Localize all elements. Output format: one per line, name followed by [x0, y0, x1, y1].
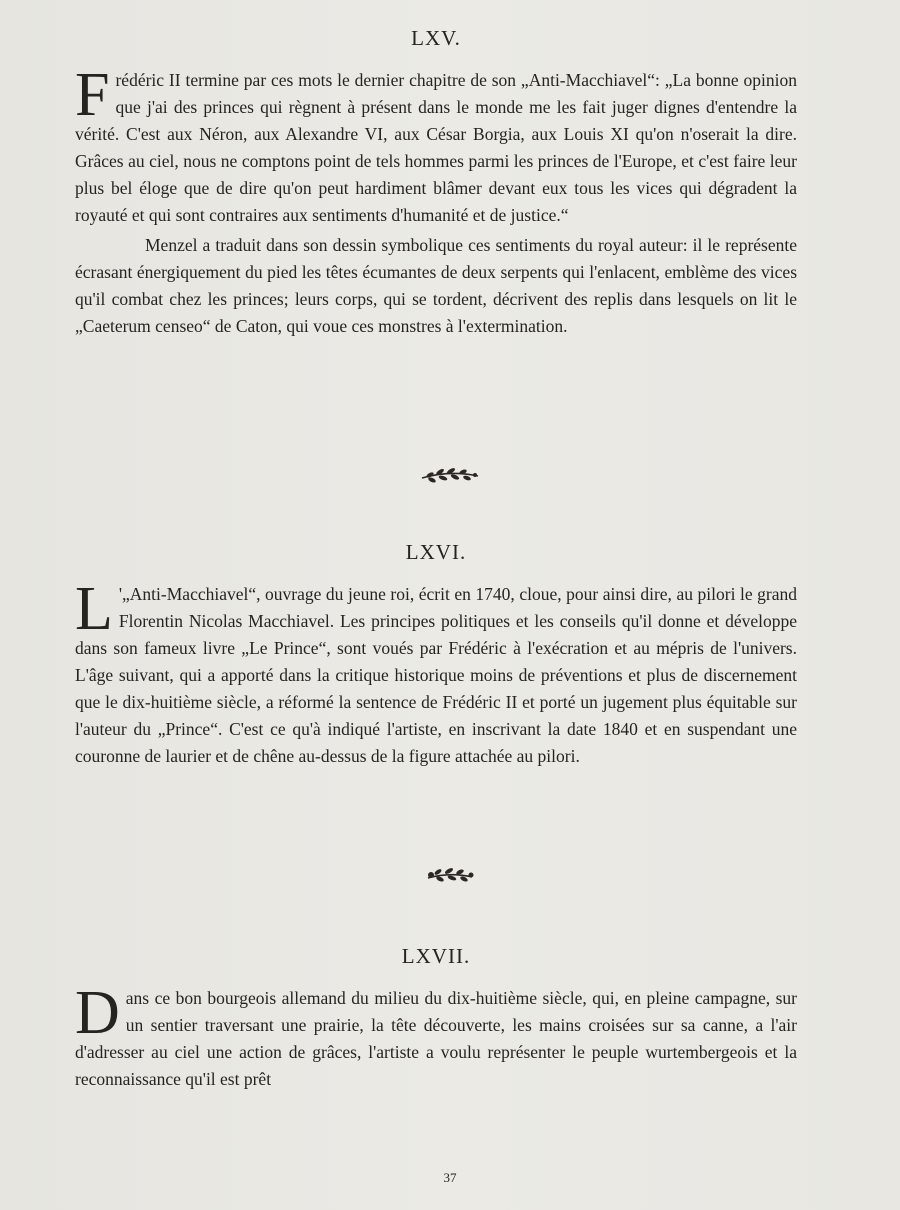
- paragraph-text: Menzel a traduit dans son dessin symbolique ces sentiments du royal auteur: il le représente écrasant énergiquement du pied les têtes écumantes de deux serpents qui l'enlacent, emblème des vices qu'il combat chez les princes; leurs corps, qui se tordent, décrivent des replis dans lesquels on lit le „Caeterum censeo“ de Caton, qui voue ces monstres à l'extermination.: [75, 235, 797, 336]
- section-lxvi: [75, 540, 797, 770]
- paragraph-text: '„Anti-Macchiavel“, ouvrage du jeune roi, écrit en 1740, cloue, pour ainsi dire, au pilori le grand Florentin Nicolas Macchiavel. Les principes politiques et les conseils qu'il donne et développe dans son fameux livre „Le Prince“, sont voués par Frédéric à l'exécration et au mépris de l'univers. L'âge suivant, qui a apporté dans la critique historique moins de préventions et plus de discernement que le dix-huitième siècle, a réformé la sentence de Frédéric II et porté un jugement plus équitable sur l'auteur du „Prince“. C'est ce qu'à indiqué l'artiste, en inscrivant la date 1840 et en suspendant une couronne de laurier et de chêne au-dessus de la figure attachée au pilori.: [75, 584, 797, 766]
- drop-cap: L: [75, 575, 113, 643]
- drop-cap: F: [75, 61, 110, 129]
- section-lxv: [75, 26, 797, 340]
- paragraph: [75, 232, 797, 340]
- section-heading: LXVI.: [405, 540, 467, 564]
- paragraph: [75, 979, 797, 1093]
- drop-cap: D: [75, 979, 120, 1047]
- paragraph: [75, 61, 797, 229]
- paragraph-text: ans ce bon bourgeois allemand du milieu du dix-huitième siècle, qui, en pleine campagne, sur un sentier traversant une prairie, la tête découverte, les mains croisées sur sa canne, a l'air d'adresser au ciel une action de grâces, l'artiste a voulu représenter le peuple wurtembergeois et la reconnaissance qu'il est prêt: [75, 988, 797, 1089]
- section-lxvii: [75, 944, 797, 1093]
- paragraph: [75, 575, 797, 770]
- page-number: 37: [443, 1170, 457, 1185]
- laurel-sprig-icon: [0, 466, 900, 491]
- section-heading: LXV.: [411, 26, 461, 50]
- section-heading: LXVII.: [401, 944, 471, 968]
- paragraph-text: rédéric II termine par ces mots le dernier chapitre de son „Anti-Macchiavel“: „La bonne opinion que j'ai des princes qui règnent à présent dans le monde me les fait juger dignes d'entendre la vérité. C'est aux Néron, aux Alexandre VI, aux César Borgia, aux Louis XI qu'on n'oserait la dire. Grâces au ciel, nous ne comptons point de tels hommes parmi les princes de l'Europe, et c'est faire leur plus bel éloge que de dire qu'on peut hardiment blâmer devant eux tous les vices qui dégradent la royauté et qui sont contraires aux sentiments d'humanité et de justice.“: [75, 70, 797, 225]
- laurel-sprig-icon: [0, 864, 900, 891]
